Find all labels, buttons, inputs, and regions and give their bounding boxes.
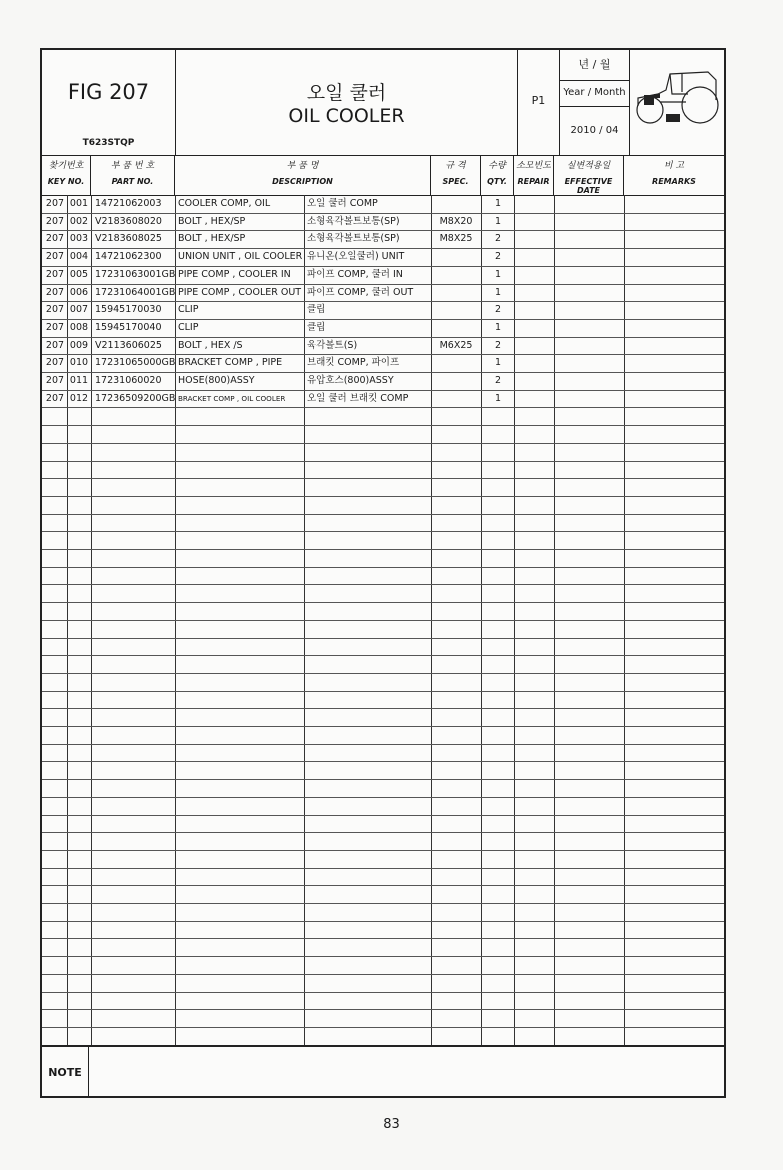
spec-english: SPEC. xyxy=(442,177,469,186)
column-qty xyxy=(481,155,514,195)
part-no-cell: 14721062003 xyxy=(95,198,162,209)
description-english-cell: CLIP xyxy=(178,321,199,333)
qty-cell: 1 xyxy=(494,357,502,369)
row-divider xyxy=(42,974,724,975)
key-fig-cell: 207 xyxy=(45,304,65,316)
qty-cell: 1 xyxy=(494,215,502,227)
part-no-cell: V2183608020 xyxy=(95,215,162,227)
qty-cell: 2 xyxy=(494,233,502,245)
key-no-cell: 003 xyxy=(69,233,89,245)
row-divider xyxy=(42,620,724,621)
key-fig-cell: 207 xyxy=(45,198,65,209)
model-code: T623STQP xyxy=(82,138,135,148)
row-divider xyxy=(42,425,724,426)
description-korean-cell: 오일 쿨러 COMP xyxy=(307,198,378,209)
row-divider xyxy=(42,726,724,727)
key-no-cell: 011 xyxy=(69,375,89,386)
row-divider xyxy=(42,584,724,585)
row-divider xyxy=(42,1009,724,1010)
spec-cell: M8X20 xyxy=(439,215,473,227)
row-divider xyxy=(42,461,724,462)
year-month-cell xyxy=(560,50,630,155)
table-row xyxy=(42,372,724,390)
qty-korean: 수량 xyxy=(488,161,506,171)
year-month-korean: 년 / 월 xyxy=(560,50,629,81)
qty-cell: 2 xyxy=(494,375,502,386)
remarks-korean: 비 고 xyxy=(663,161,685,171)
row-divider xyxy=(42,903,724,904)
effective-date-korean: 실변적용일 xyxy=(566,161,611,171)
row-divider xyxy=(42,549,724,550)
description-english-cell: PIPE COMP , COOLER OUT xyxy=(178,286,302,298)
qty-cell: 1 xyxy=(494,268,502,280)
description-korean-cell: 클립 xyxy=(307,304,326,316)
key-fig-cell: 207 xyxy=(45,339,65,351)
key-no-english: KEY NO. xyxy=(47,177,85,186)
year-month-value: 2010 / 04 xyxy=(570,125,619,136)
description-english-cell: HOSE(800)ASSY xyxy=(178,375,255,386)
qty-cell: 2 xyxy=(494,339,502,351)
part-no-cell: 15945170040 xyxy=(95,321,162,333)
sheet-header xyxy=(42,50,724,156)
key-fig-cell: 207 xyxy=(45,268,65,280)
row-divider xyxy=(42,1027,724,1028)
spec-cell: M6X25 xyxy=(439,339,473,351)
qty-cell: 1 xyxy=(494,286,502,298)
row-divider xyxy=(42,638,724,639)
key-no-cell: 007 xyxy=(69,304,89,316)
page-number: 83 xyxy=(383,1117,400,1132)
repair-korean: 소모빈도 xyxy=(516,161,551,171)
note-label: NOTE xyxy=(42,1047,89,1098)
table-row xyxy=(42,195,724,213)
page-cell xyxy=(518,50,560,155)
row-divider xyxy=(42,478,724,479)
description-english: DESCRIPTION xyxy=(272,177,333,186)
description-english-cell: UNION UNIT , OIL COOLER xyxy=(178,251,303,263)
qty-cell: 2 xyxy=(494,251,502,263)
qty-cell: 1 xyxy=(494,321,502,333)
qty-cell: 1 xyxy=(494,198,502,209)
spec-korean: 규 격 xyxy=(445,161,466,171)
part-no-cell: V2113606025 xyxy=(95,339,162,351)
page-label: P1 xyxy=(531,94,546,107)
part-no-cell: 17231063001GB xyxy=(95,268,176,280)
description-korean-cell: 소형육각볼트보통(SP) xyxy=(307,215,400,227)
column-remarks xyxy=(624,155,724,195)
row-divider xyxy=(42,921,724,922)
key-fig-cell: 207 xyxy=(45,357,65,369)
row-divider xyxy=(42,779,724,780)
row-divider xyxy=(42,956,724,957)
description-english-cell: BOLT , HEX/SP xyxy=(178,215,246,227)
key-no-cell: 002 xyxy=(69,215,89,227)
table-row xyxy=(42,213,724,231)
repair-english: REPAIR xyxy=(517,177,550,186)
description-korean-cell: 파이프 COMP, 쿨러 IN xyxy=(307,268,403,280)
table-row xyxy=(42,390,724,408)
qty-cell: 2 xyxy=(494,304,502,316)
part-no-cell: 15945170030 xyxy=(95,304,162,316)
description-english-cell: BOLT , HEX /S xyxy=(178,339,243,351)
part-no-cell: 14721062300 xyxy=(95,251,162,263)
part-no-korean: 부 품 번 호 xyxy=(110,161,155,171)
description-english-cell: BRACKET COMP , PIPE xyxy=(178,357,283,369)
row-divider xyxy=(42,673,724,674)
key-fig-cell: 207 xyxy=(45,286,65,298)
row-divider xyxy=(42,602,724,603)
row-divider xyxy=(42,850,724,851)
description-english-cell: PIPE COMP , COOLER IN xyxy=(178,268,291,280)
part-no-cell: 17231060020 xyxy=(95,375,162,386)
row-divider xyxy=(42,514,724,515)
key-fig-cell: 207 xyxy=(45,392,65,404)
description-english-cell: COOLER COMP, OIL xyxy=(178,198,271,209)
key-no-korean: 찾기번호 xyxy=(48,161,84,171)
title-korean: 오일 쿨러 xyxy=(306,82,387,104)
key-no-cell: 004 xyxy=(69,251,89,263)
table-row xyxy=(42,337,724,355)
row-divider xyxy=(42,815,724,816)
table-row xyxy=(42,266,724,284)
description-korean-cell: 오일 쿨러 브래킷 COMP xyxy=(307,392,409,404)
description-english-cell: CLIP xyxy=(178,304,199,316)
title-cell xyxy=(176,50,518,155)
key-fig-cell: 207 xyxy=(45,215,65,227)
row-divider xyxy=(42,744,724,745)
remarks-english: REMARKS xyxy=(652,177,696,186)
year-month-english: Year / Month xyxy=(560,80,629,107)
tractor-illustration-cell xyxy=(630,50,724,155)
description-korean-cell: 육각볼트(S) xyxy=(307,339,358,351)
row-divider xyxy=(42,868,724,869)
title-english: OIL COOLER xyxy=(288,105,405,127)
column-description xyxy=(175,155,431,195)
qty-english: QTY. xyxy=(487,177,507,186)
part-no-cell: 17236509200GB xyxy=(95,392,176,404)
parts-list-sheet xyxy=(40,48,726,1098)
description-korean-cell: 파이프 COMP, 쿨러 OUT xyxy=(307,286,414,298)
part-no-cell: 17231064001GB xyxy=(95,286,176,298)
key-fig-cell: 207 xyxy=(45,251,65,263)
row-divider xyxy=(42,655,724,656)
table-row xyxy=(42,319,724,337)
key-fig-cell: 207 xyxy=(45,321,65,333)
spec-cell: M8X25 xyxy=(439,233,473,245)
description-english-cell: BRACKET COMP , OIL COOLER xyxy=(178,393,286,403)
table-row xyxy=(42,248,724,266)
part-no-english: PART NO. xyxy=(111,177,154,186)
row-divider xyxy=(42,691,724,692)
table-row xyxy=(42,284,724,302)
column-header-row xyxy=(42,155,724,196)
column-repair xyxy=(514,155,554,195)
effective-date-english: EFFECTIVE DATE xyxy=(564,177,613,195)
key-no-cell: 010 xyxy=(69,357,89,369)
description-korean-cell: 유니온(오일쿨러) UNIT xyxy=(307,251,405,263)
description-korean-cell: 클립 xyxy=(307,321,326,333)
figure-cell xyxy=(42,50,176,155)
row-divider xyxy=(42,567,724,568)
table-row xyxy=(42,230,724,248)
description-korean: 부 품 명 xyxy=(286,161,319,171)
key-no-cell: 008 xyxy=(69,321,89,333)
key-no-cell: 006 xyxy=(69,286,89,298)
column-spec xyxy=(431,155,481,195)
note-section xyxy=(42,1045,724,1098)
key-fig-cell: 207 xyxy=(45,375,65,386)
tractor-icon xyxy=(630,50,724,155)
column-part-no xyxy=(91,155,175,195)
description-korean-cell: 브래킷 COMP, 파이프 xyxy=(307,357,400,369)
part-no-cell: V2183608025 xyxy=(95,233,162,245)
figure-number: FIG 207 xyxy=(67,80,150,104)
row-divider xyxy=(42,496,724,497)
row-divider xyxy=(42,885,724,886)
table-row xyxy=(42,354,724,372)
row-divider xyxy=(42,992,724,993)
key-no-cell: 012 xyxy=(69,392,89,404)
description-english-cell: BOLT , HEX/SP xyxy=(178,233,246,245)
key-fig-cell: 207 xyxy=(45,233,65,245)
row-divider xyxy=(42,531,724,532)
row-divider xyxy=(42,708,724,709)
row-divider xyxy=(42,797,724,798)
description-korean-cell: 유압호스(800)ASSY xyxy=(307,375,394,386)
column-key-no xyxy=(42,155,91,195)
table-row xyxy=(42,301,724,319)
key-no-cell: 001 xyxy=(69,198,89,209)
key-no-cell: 005 xyxy=(69,268,89,280)
key-no-cell: 009 xyxy=(69,339,89,351)
row-divider xyxy=(42,832,724,833)
column-effective-date xyxy=(554,155,624,195)
part-no-cell: 17231065000GB xyxy=(95,357,176,369)
row-divider xyxy=(42,938,724,939)
row-divider xyxy=(42,443,724,444)
row-divider xyxy=(42,761,724,762)
qty-cell: 1 xyxy=(494,392,502,404)
description-korean-cell: 소형육각볼트보통(SP) xyxy=(307,233,400,245)
